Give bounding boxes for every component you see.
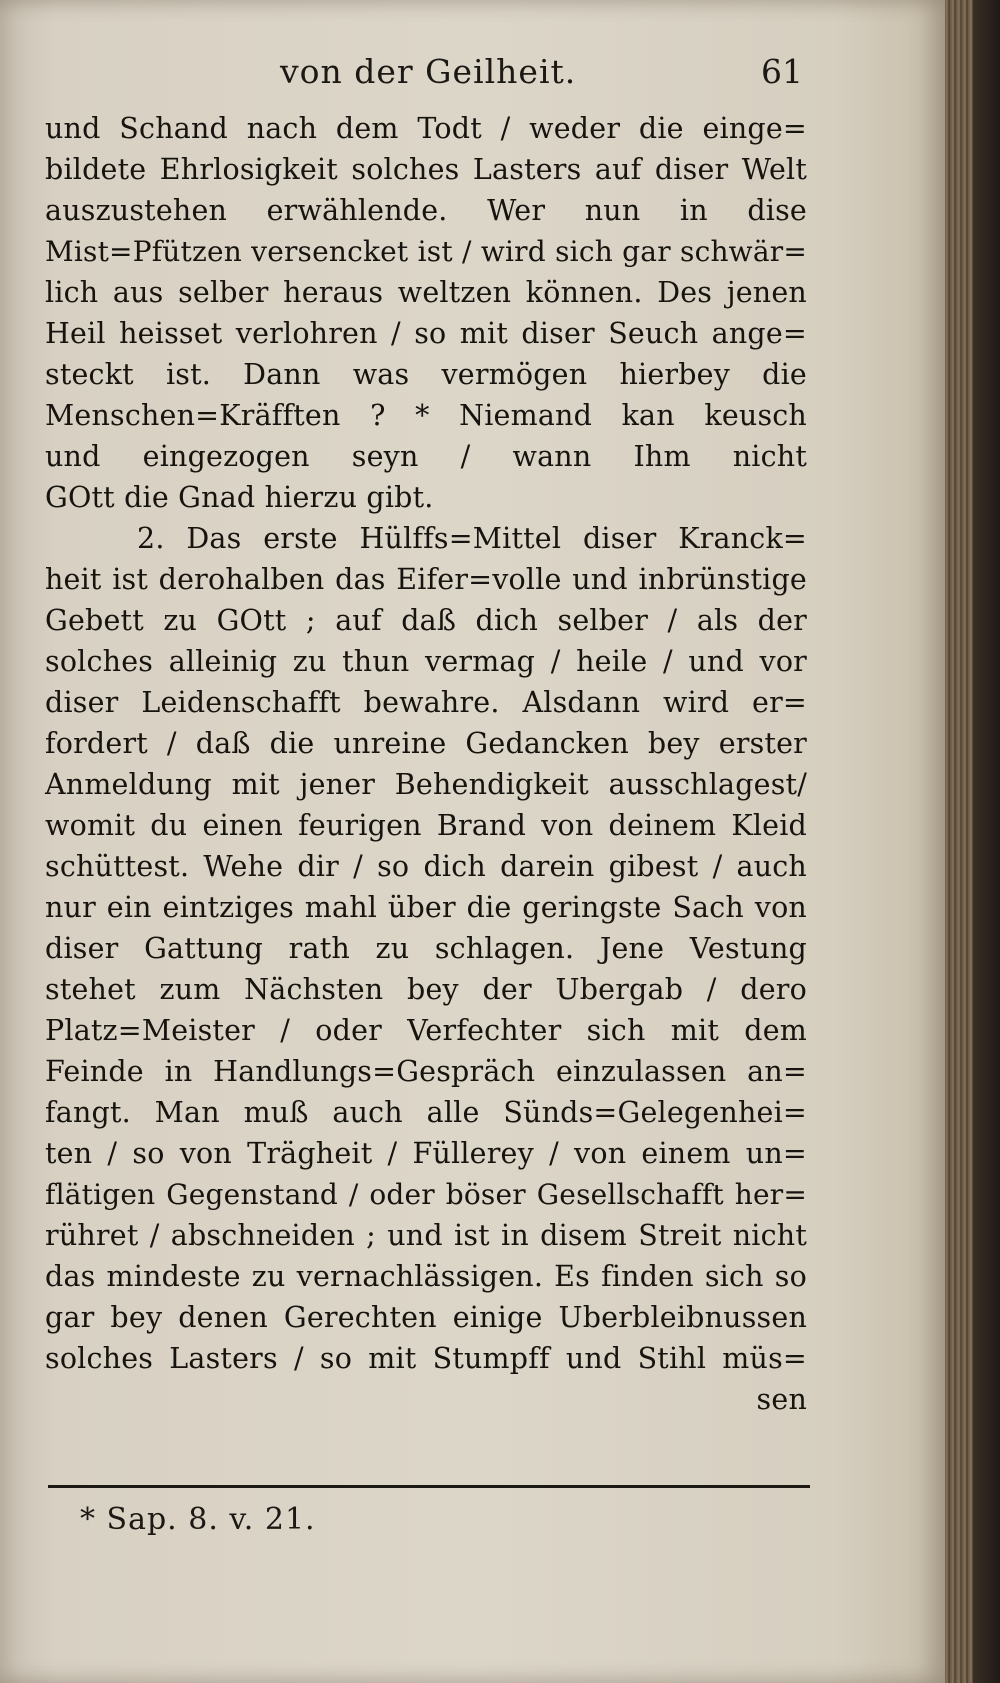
text-line: solches Lasters / so mit Stumpff und Stihl müs= (45, 1342, 807, 1375)
text-line: GOtt die Gnad hierzu gibt. (45, 481, 434, 514)
text-line: Mist=Pfützen versencket ist / wird sich gar schwär= (45, 235, 807, 268)
text-line: Platz=Meister / oder Verfechter sich mit dem (45, 1014, 807, 1047)
body-text (45, 108, 807, 1420)
text-line: steckt ist. Dann was vermögen hierbey die (45, 358, 807, 391)
text-line: Anmeldung mit jener Behendigkeit ausschlagest/ (45, 768, 807, 801)
catchword: sen (756, 1383, 807, 1416)
text-line: und eingezogen seyn / wann Ihm nicht (45, 440, 807, 473)
text-line: lich aus selber heraus weltzen können. Des jenen (45, 276, 807, 309)
text-line: auszustehen erwählende. Wer nun in dise (45, 194, 807, 227)
footnote-rule (48, 1485, 810, 1488)
text-line: Heil heisset verlohren / so mit diser Seuch ange= (45, 317, 807, 350)
text-line: stehet zum Nächsten bey der Ubergab / dero (45, 973, 807, 1006)
footnote: * Sap. 8. v. 21. (80, 1502, 316, 1537)
book-page-edges (945, 0, 1000, 1683)
page-header (45, 52, 805, 102)
page-number: 61 (761, 52, 803, 91)
paragraph-start-line: 2. Das erste Hülffs=Mittel diser Kranck= (137, 522, 807, 555)
text-line: flätigen Gegenstand / oder böser Gesellschafft her= (45, 1178, 807, 1211)
running-head: von der Geilheit. (280, 52, 577, 91)
text-line: heit ist derohalben das Eifer=volle und inbrünstige (45, 563, 807, 596)
text-line: schüttest. Wehe dir / so dich darein gibest / auch (45, 850, 807, 883)
text-line: gar bey denen Gerechten einige Uberbleibnussen (45, 1301, 807, 1334)
text-line: das mindeste zu vernachlässigen. Es finden sich so (45, 1260, 807, 1293)
text-line: womit du einen feurigen Brand von deinem Kleid (45, 809, 807, 842)
text-line: fordert / daß die unreine Gedancken bey erster (45, 727, 807, 760)
text-line: fangt. Man muß auch alle Sünds=Gelegenhei= (45, 1096, 807, 1129)
text-line: nur ein eintziges mahl über die geringste Sach von (45, 891, 807, 924)
text-line: rühret / abschneiden ; und ist in disem Streit nicht (45, 1219, 807, 1252)
text-line: Gebett zu GOtt ; auf daß dich selber / als der (45, 604, 807, 637)
text-line: bildete Ehrlosigkeit solches Lasters auf diser Welt (45, 153, 807, 186)
text-line: diser Gattung rath zu schlagen. Jene Vestung (45, 932, 807, 965)
text-line: solches alleinig zu thun vermag / heile / und vor (45, 645, 807, 678)
text-line: diser Leidenschafft bewahre. Alsdann wird er= (45, 686, 807, 719)
text-line: Feinde in Handlungs=Gespräch einzulassen an= (45, 1055, 807, 1088)
text-line: und Schand nach dem Todt / weder die einge= (45, 112, 807, 145)
text-line: ten / so von Trägheit / Füllerey / von einem un= (45, 1137, 807, 1170)
text-line: Menschen=Kräfften ? * Niemand kan keusch (45, 399, 807, 432)
